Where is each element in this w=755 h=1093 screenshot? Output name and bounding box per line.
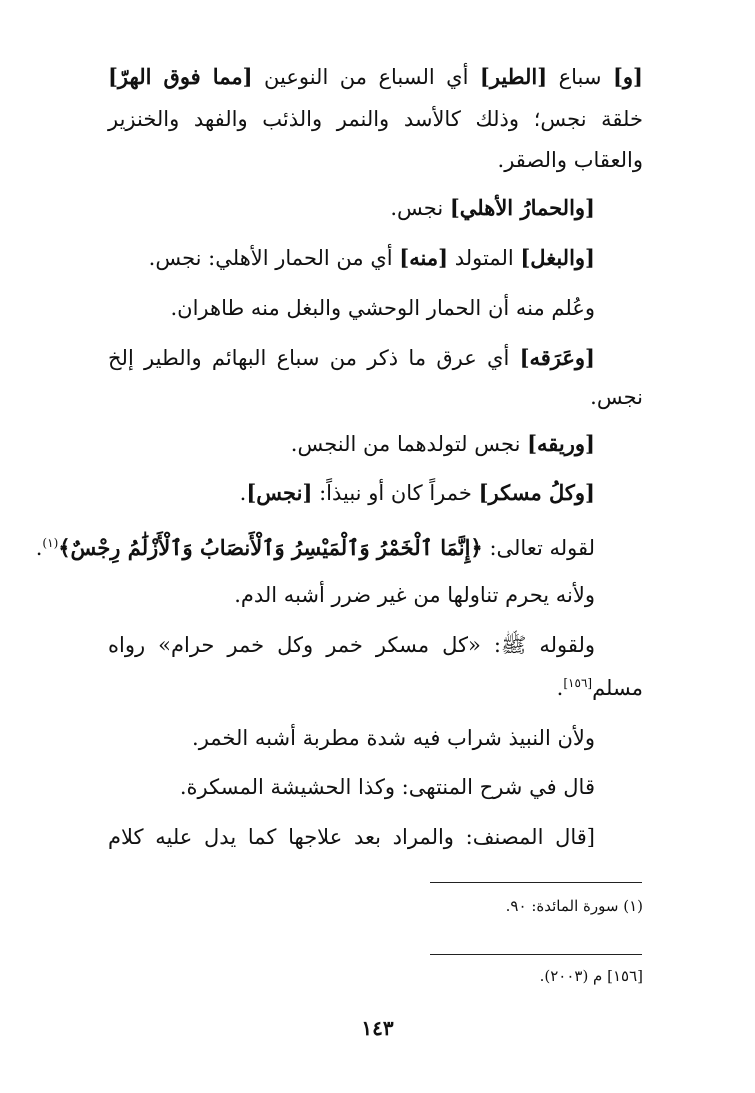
page-number: ١٤٣: [361, 1016, 394, 1040]
text-span: نجس لتولدهما من النجس.: [290, 432, 521, 456]
bracket-term: [نجس]: [246, 480, 313, 505]
footnote: (١) سورة المائدة: ٩٠.: [505, 897, 643, 915]
bracket-term: [وعَرَقه]: [519, 345, 595, 370]
quran-verse: ﴿إِنَّمَا ٱلْخَمْرُ وَٱلْمَيْسِرُ وَٱلْأَنصَابُ وَٱلْأَزْلَٰمُ رِجْسٌ﴾: [58, 535, 483, 560]
footnote-marker: (١): [42, 536, 59, 550]
text-span: .: [556, 676, 564, 700]
text-line: ولأن النبيذ شراب فيه شدة مطربة أشبه الخمر.: [192, 726, 595, 750]
text-span: .: [239, 481, 247, 505]
bracket-term: [مما فوق الهرّ]: [108, 64, 253, 89]
bracket-term: [وريقه]: [527, 431, 595, 456]
bracket-term: [الطير]: [479, 64, 548, 89]
text-span: المتولد: [454, 246, 514, 270]
footnote-separator: [430, 954, 642, 955]
text-line: والعقاب والصقر.: [497, 148, 643, 172]
text-span: نجس.: [390, 196, 444, 220]
footnote-separator: [430, 882, 642, 883]
text-line: [قال المصنف: والمراد بعد علاجها كما يدل عليه كلام: [108, 825, 595, 849]
bracket-term: [منه]: [399, 245, 449, 270]
bracket-term: [والحمارُ الأهلي]: [449, 195, 595, 220]
footnote: [١٥٦] م (٢٠٠٣).: [539, 967, 643, 985]
text-span: مسلم: [592, 676, 643, 700]
text-line: [557, 668, 643, 703]
text-line: قال في شرح المنتهى: وكذا الحشيشة المسكرة.: [179, 775, 595, 799]
text-line: [108, 343, 595, 373]
text-line: ولأنه يحرم تناولها من غير ضرر أشبه الدم.: [234, 583, 595, 607]
text-line: [240, 478, 595, 508]
text-line: [291, 429, 595, 459]
text-span: لقوله تعالى:: [489, 536, 595, 560]
text-line: [108, 62, 643, 92]
text-line: [36, 528, 595, 563]
text-line: وعُلم منه أن الحمار الوحشي والبغل منه طاهران.: [170, 296, 595, 320]
text-span: أي السباع من النوعين: [264, 65, 469, 89]
hadith-marker: [١٥٦]: [563, 676, 593, 690]
text-span: أي عرق ما ذكر من سباع البهائم والطير إلخ: [108, 346, 510, 370]
text-span: سباع: [558, 65, 602, 89]
bracket-term: [والبغل]: [520, 245, 595, 270]
text-span: خمراً كان أو نبيذاً:: [319, 481, 472, 505]
text-line: نجس.: [590, 385, 643, 409]
text-span: أي من الحمار الأهلي: نجس.: [148, 246, 393, 270]
text-line: ولقوله ﷺ: «كل مسكر خمر وكل خمر حرام» رواه: [108, 633, 595, 657]
text-line: [390, 193, 595, 223]
text-line: [149, 243, 595, 273]
text-span: .: [35, 536, 43, 560]
bracket-term: [وكلُ مسكر]: [478, 480, 595, 505]
text-line: خلقة نجس؛ وذلك كالأسد والنمر والذئب والفهد والخنزير: [108, 107, 643, 131]
bracket-term: [و]: [612, 64, 643, 89]
